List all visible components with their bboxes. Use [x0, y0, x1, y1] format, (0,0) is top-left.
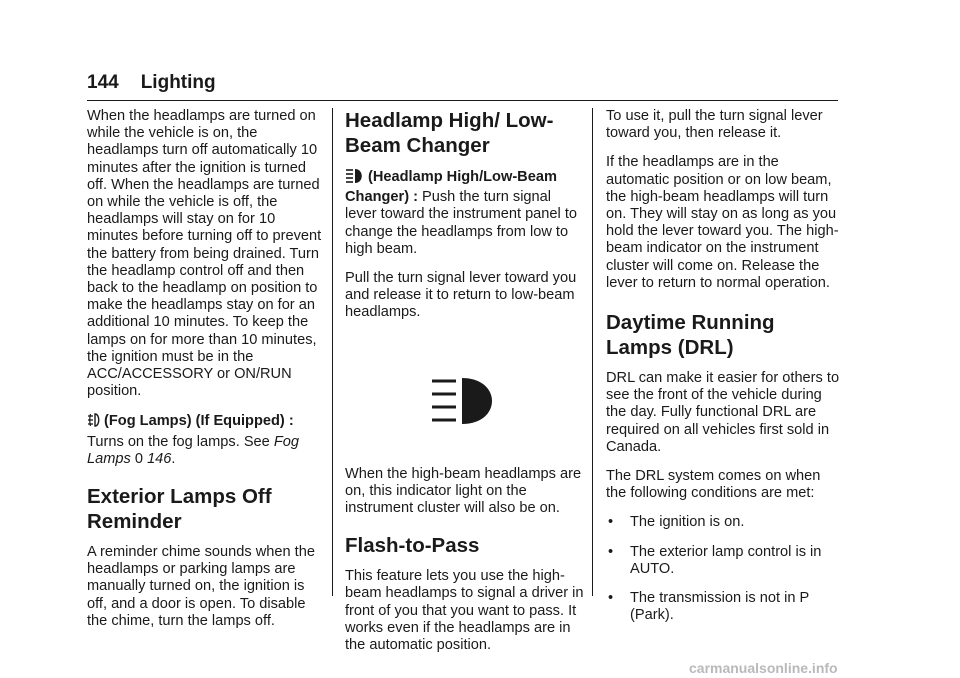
beam-changer-label: (Headlamp High/Low-Beam Changer) : [345, 169, 557, 206]
watermark: carmanualsonline.info [689, 660, 838, 676]
drl-intro-paragraph: DRL can make it easier for others to see the front of the vehicle during the day. Fully functional DRL are required on all vehicles first sold in Canada. [606, 370, 840, 455]
drl-heading: Daytime Running Lamps (DRL) [606, 311, 775, 360]
high-beam-icon [345, 168, 365, 189]
column-divider-1 [332, 108, 333, 596]
page-header [87, 72, 838, 101]
flash-to-pass-paragraph: This feature lets you use the high-beam headlamps to signal a driver in front of you that you want to pass. It works even if the headlamps are in the automatic position. [345, 568, 584, 654]
bullet: • [608, 514, 614, 531]
reminder-paragraph: A reminder chime sounds when the headlamps or parking lamps are manually turned on, the ignition is off, and a door is open. To disable the chime, turn the lamps off. [87, 544, 315, 629]
bullet: • [608, 590, 614, 607]
fog-lamp-icon [87, 412, 101, 433]
list-item [606, 590, 842, 624]
bullet: • [608, 543, 614, 560]
list-item-text: The ignition is on. [630, 514, 745, 531]
headlamp-timeout-paragraph: When the headlamps are turned on while the vehicle is on, the headlamps turn off automatically 10 minutes after the ignition is turned off. When the headlamps are turned on while the vehicle is off, the headlamps will stay on for 10 minutes before turning off to prevent the battery from being drained. Turn the headlamp control off and then back to the headlamp on position to make the headlamps stay on for an additional 10 minutes. To keep the lamps on for more than 10 minutes, the ignition must be in the ACC/ACCESSORY or ON/RUN position. [87, 108, 322, 400]
column-3 [606, 108, 842, 636]
fog-lamps-text: Turns on the fog lamps. See [87, 433, 270, 450]
flash-to-pass-heading: Flash-to-Pass [345, 534, 480, 558]
page-ref-arrow: 0 [134, 450, 143, 467]
page-number: 144 [87, 72, 119, 93]
column-1 [87, 108, 327, 642]
beam-changer-text: Push the turn signal lever toward the instrument panel to change the headlamps from low to high beam. [345, 189, 578, 257]
fog-lamps-paragraph [87, 412, 327, 468]
drl-conditions-paragraph: The DRL system comes on when the following conditions are met: [606, 468, 821, 502]
sentence-end: . [171, 450, 176, 467]
list-item-text: The transmission is not in P (Park). [630, 590, 809, 624]
fog-lamps-label: (Fog Lamps) (If Equipped) : [104, 413, 294, 430]
fog-lamps-page-ref[interactable]: 146 [147, 450, 172, 467]
column-divider-2 [592, 108, 593, 596]
beam-changer-paragraph [345, 168, 585, 258]
fog-lamps-link[interactable]: Fog Lamps [87, 433, 300, 467]
section-title: Lighting [140, 72, 216, 93]
list-item-text: The exterior lamp control is in AUTO. [630, 543, 822, 577]
list-item [606, 514, 842, 531]
high-low-beam-heading: Headlamp High/ Low-Beam Changer [345, 109, 554, 157]
pull-lever-paragraph: Pull the turn signal lever toward you and release it to return to low-beam headlamps. [345, 270, 577, 321]
use-lever-paragraph: To use it, pull the turn signal lever toward you, then release it. [606, 108, 823, 142]
column-2 [345, 108, 585, 666]
list-item [606, 544, 842, 578]
automatic-position-paragraph: If the headlamps are in the automatic position or on low beam, the high-beam headlamps will turn on. They will stay on as long as you hold the lever toward you. The high-beam indicator on the instrument cluster will come on. Release the lever to return to normal operation. [606, 154, 839, 291]
indicator-paragraph: When the high-beam headlamps are on, this indicator light on the instrument cluster will also be on. [345, 465, 582, 517]
exterior-lamps-heading: Exterior Lamps Off Reminder [87, 485, 272, 534]
high-beam-indicator-icon [432, 376, 498, 426]
